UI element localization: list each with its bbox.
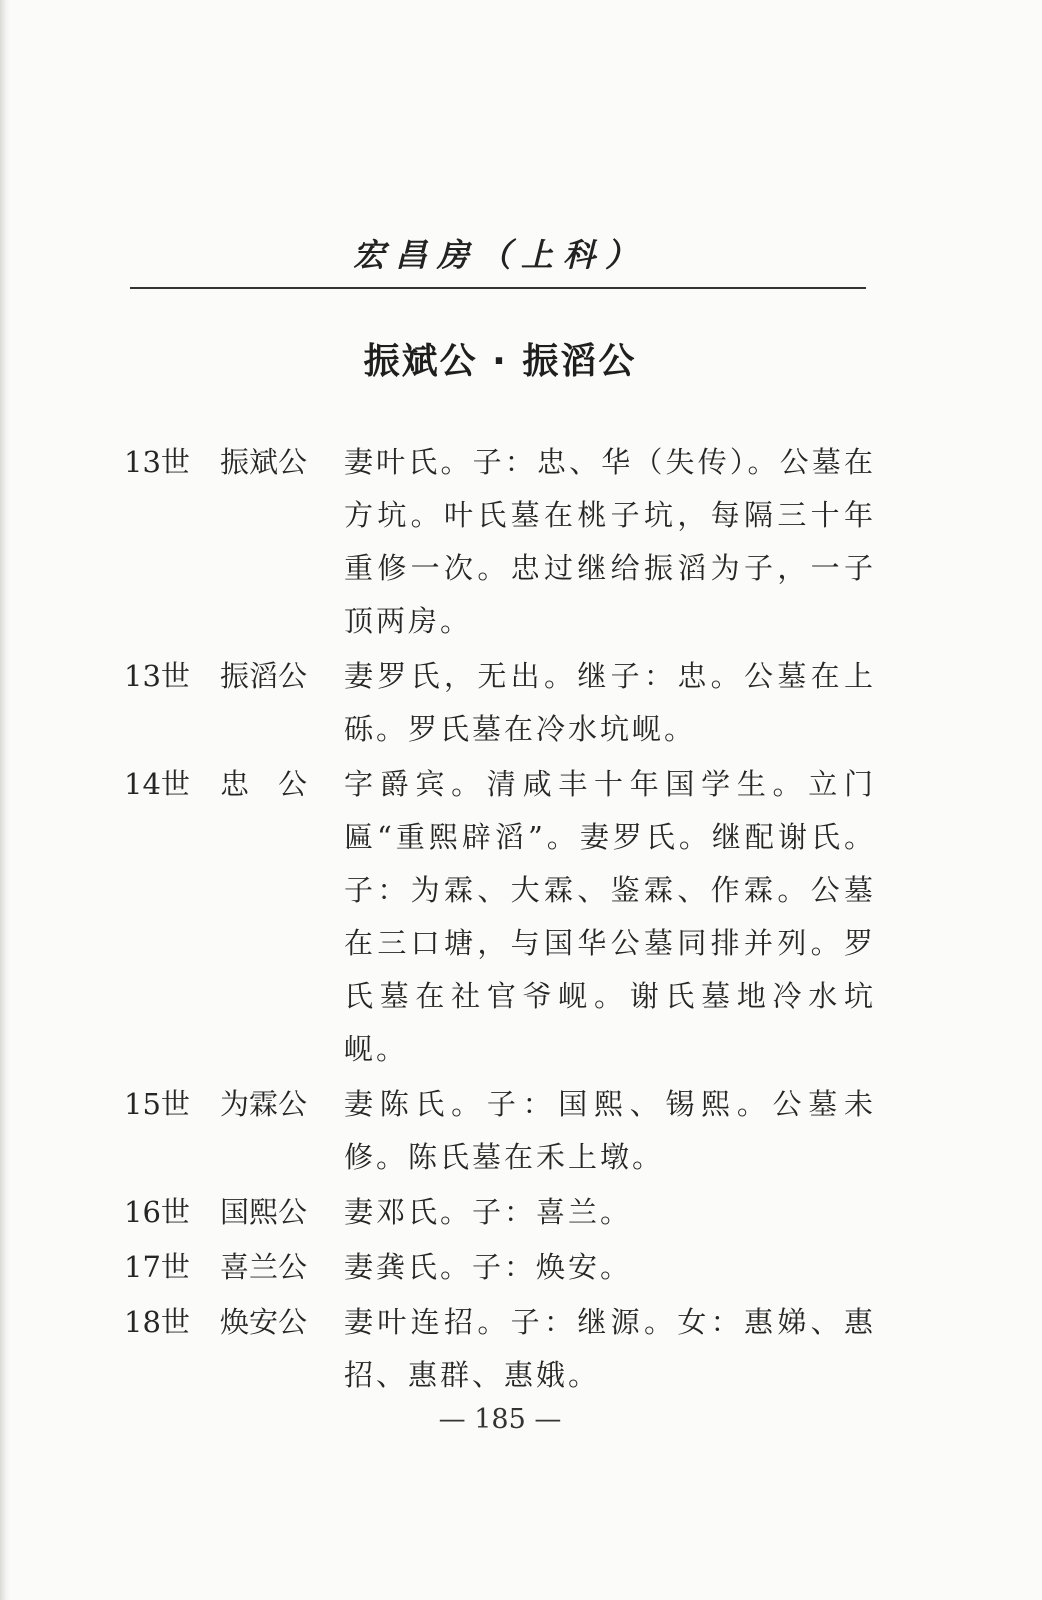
entry-generation: 13世: [124, 659, 190, 693]
entry-name: 喜兰公: [220, 1250, 308, 1284]
entry-generation: 18世: [124, 1305, 190, 1339]
entry-text: 妻陈氏。子：国熙、锡熙。公墓未修。陈氏墓在禾上墩。: [344, 1087, 876, 1174]
entry-generation: 17世: [124, 1250, 190, 1284]
entry-generation: 13世: [124, 445, 190, 479]
entry-name: 忠 公: [220, 767, 308, 801]
genealogy-entry: [124, 1078, 876, 1184]
entry-text: 妻罗氏，无出。继子：忠。公墓在上砾。罗氏墓在冷水坑岘。: [344, 659, 876, 746]
entry-text: 妻叶氏。子：忠、华（失传）。公墓在方坑。叶氏墓在桃子坑，每隔三十年重修一次。忠过继给振滔为子，一子顶两房。: [344, 445, 876, 638]
genealogy-entry: [124, 436, 876, 648]
genealogy-entry: [124, 758, 876, 1076]
genealogy-entry: [124, 1186, 876, 1239]
genealogy-entry: [124, 1241, 876, 1294]
entry-name: 国熙公: [220, 1195, 308, 1229]
entry-generation: 16世: [124, 1195, 190, 1229]
genealogy-entries: [124, 436, 876, 1404]
entry-name: 振斌公: [220, 445, 308, 479]
header-rule: [130, 287, 866, 289]
genealogy-entry: [124, 1296, 876, 1402]
entry-text: 字爵宾。清咸丰十年国学生。立门匾“重熙辟滔”。妻罗氏。继配谢氏。子：为霖、大霖、鉴霖、作霖。公墓在三口塘，与国华公墓同排并列。罗氏墓在社官爷岘。谢氏墓地冷水坑岘。: [344, 767, 876, 1066]
running-title: 宏昌房（上科）: [352, 236, 647, 274]
page-number: — 185 —: [438, 1404, 562, 1435]
section-title: 振斌公 · 振滔公: [363, 341, 637, 382]
entry-text: 妻叶连招。子：继源。女：惠娣、惠招、惠群、惠娥。: [344, 1305, 876, 1392]
genealogy-entry: [124, 650, 876, 756]
entry-name: 焕安公: [220, 1305, 308, 1339]
entry-text: 妻龚氏。子：焕安。: [344, 1250, 633, 1284]
page-binding-edge: [0, 0, 10, 1600]
entry-text: 妻邓氏。子：喜兰。: [344, 1195, 633, 1229]
entry-name: 为霖公: [220, 1087, 308, 1121]
entry-name: 振滔公: [220, 659, 308, 693]
entry-generation: 15世: [124, 1087, 190, 1121]
entry-generation: 14世: [124, 767, 190, 801]
